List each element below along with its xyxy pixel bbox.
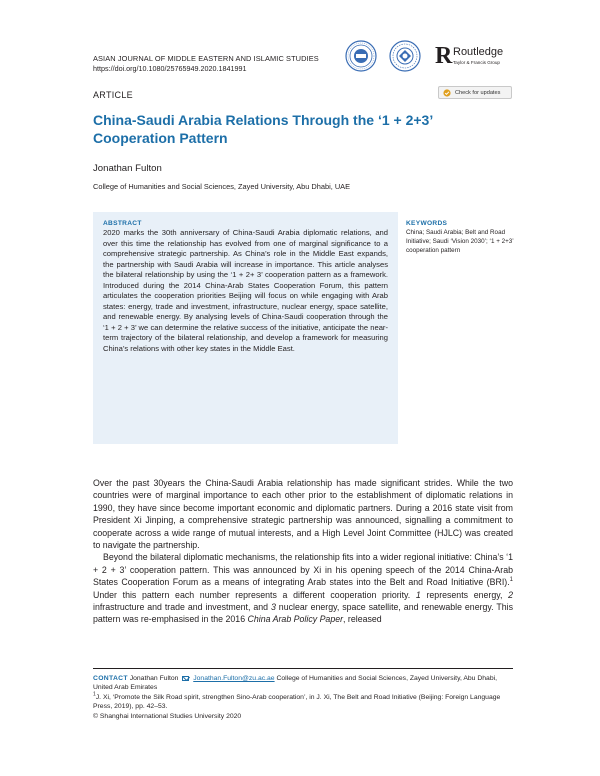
institute-seal-logo [389,40,421,72]
abstract-text: 2020 marks the 30th anniversary of China-Saudi Arabia diplomatic relations, and over this time the relationship has evolved from one of marginal significance to a comprehensive strategic partnership. As China’s role in the Middle East expands, the partnership with Saudi Arabia will increase in importance. This article analyses the bilateral relationship by using the ‘1 + 2+ 3’ cooperation pattern as a framework. Introduced during the 2014 China-Arab States Cooperation Forum, this pattern articulates the cooperation priorities Beijing will focus on while engaging with Arab states: energy, trade and investment, infrastructure, nuclear energy, space satellite, and renewable energy. By analysing levels of China-Saudi cooperation through the ‘1 + 2 + 3’ we can determine the relative success of the initiative, anticipate the near-term trajectory of the bilateral relationship, and develop a framework for measuring China’s relations with other key states in the Middle East. [103,228,388,354]
article-title: China-Saudi Arabia Relations Through the ‘1 + 2+3’ Cooperation Pattern [93,112,433,146]
body-text-span: Beyond the bilateral diplomatic mechanisms, the relationship fits into a wider regional initiative: China’s ‘1 + 2 + 3’ cooperation pattern. This was announced by Xi in his opening speech of the 2014 China-Arab States Cooperation Forum as a means of integrating Arab states into the Belt and Road Initiative (BRI). [93,552,513,588]
doi-link[interactable]: https://doi.org/10.1080/25765949.2020.1841991 [93,64,247,73]
copyright-line: © Shanghai International Studies University 2020 [93,713,242,720]
body-text-span: nuclear energy, space satellite, and renewable energy. This pattern was re-emphasised in the 2016 [93,602,513,625]
author-name[interactable]: Jonathan Fulton [93,163,162,174]
footnotes [93,673,513,721]
abstract-box [93,212,398,444]
keywords-text: China; Saudi Arabia; Belt and Road Initiative; Saudi ‘Vision 2030’; ‘1 + 2+3’ cooperation pattern [406,229,514,255]
footnote-ref-1[interactable]: 1 [509,577,513,584]
keywords-heading: KEYWORDS [406,220,448,227]
priority-number-2: 2 [508,589,513,600]
email-icon [182,676,189,681]
keywords-section [406,220,516,255]
logo-strip [340,40,510,76]
check-for-updates-label: Check for updates [455,89,501,96]
crossmark-icon [443,89,451,97]
routledge-r-mark: R [435,43,453,69]
body-text-span: represents energy, [420,589,509,600]
footnote-1 [93,693,513,711]
article-type-label: ARTICLE [93,90,133,100]
contact-line [93,674,513,692]
contact-name: Jonathan Fulton [129,675,179,682]
priority-number-1: 1 [415,589,421,600]
body-text-span: infrastructure and trade and investment, and [93,602,271,613]
footnote-1-text: J. Xi, ‘Promote the Silk Road spirit, strengthen Sino-Arab cooperation’, in J. Xi, The Belt and Road Initiative (Beijing: Foreign Language Press, 2019), pp. 42–53. [93,694,501,710]
priority-number-3: 3 [270,602,276,613]
body-paragraph-2 [93,551,513,625]
body-text-span: Under this pattern each number represents a different cooperation priority. [93,589,416,600]
journal-name: ASIAN JOURNAL OF MIDDLE EASTERN AND ISLAMIC STUDIES [93,54,319,63]
body-text-span: , released [343,614,382,625]
publisher-name: Routledge [453,46,504,58]
author-affiliation: College of Humanities and Social Sciences, Zayed University, Abu Dhabi, UAE [93,182,351,191]
publisher-subname: Taylor & Francis Group [453,60,500,65]
university-seal-logo [345,40,377,72]
contact-affiliation: College of Humanities and Social Sciences, Zayed University, Abu Dhabi, United Arab Emirates [93,675,497,691]
policy-paper-title: China Arab Policy Paper [247,614,344,625]
footnote-divider [93,668,513,669]
contact-label: CONTACT [93,675,128,682]
body-paragraph-1: Over the past 30years the China-Saudi Arabia relationship has made significant strides. While the two countries were of marginal importance to each other prior to the establishment of diplomatic relations in 1990, they have since become important economic and diplomatic partners. During a 2016 state visit from President Xi Jinping, a comprehensive strategic partnership was announced, signalling a commitment to cooperate across a wide range of mutual interests, and a High Level Joint Committee (HJLC) was created to navigate the partnership. [93,478,513,551]
body-text [93,477,513,626]
routledge-logo [435,44,515,70]
abstract-heading: ABSTRACT [103,220,142,227]
contact-email-link[interactable]: Jonathan.Fulton@zu.ac.ae [193,675,275,682]
footnote-number: 1 [93,691,96,698]
check-for-updates-button[interactable] [438,86,512,99]
